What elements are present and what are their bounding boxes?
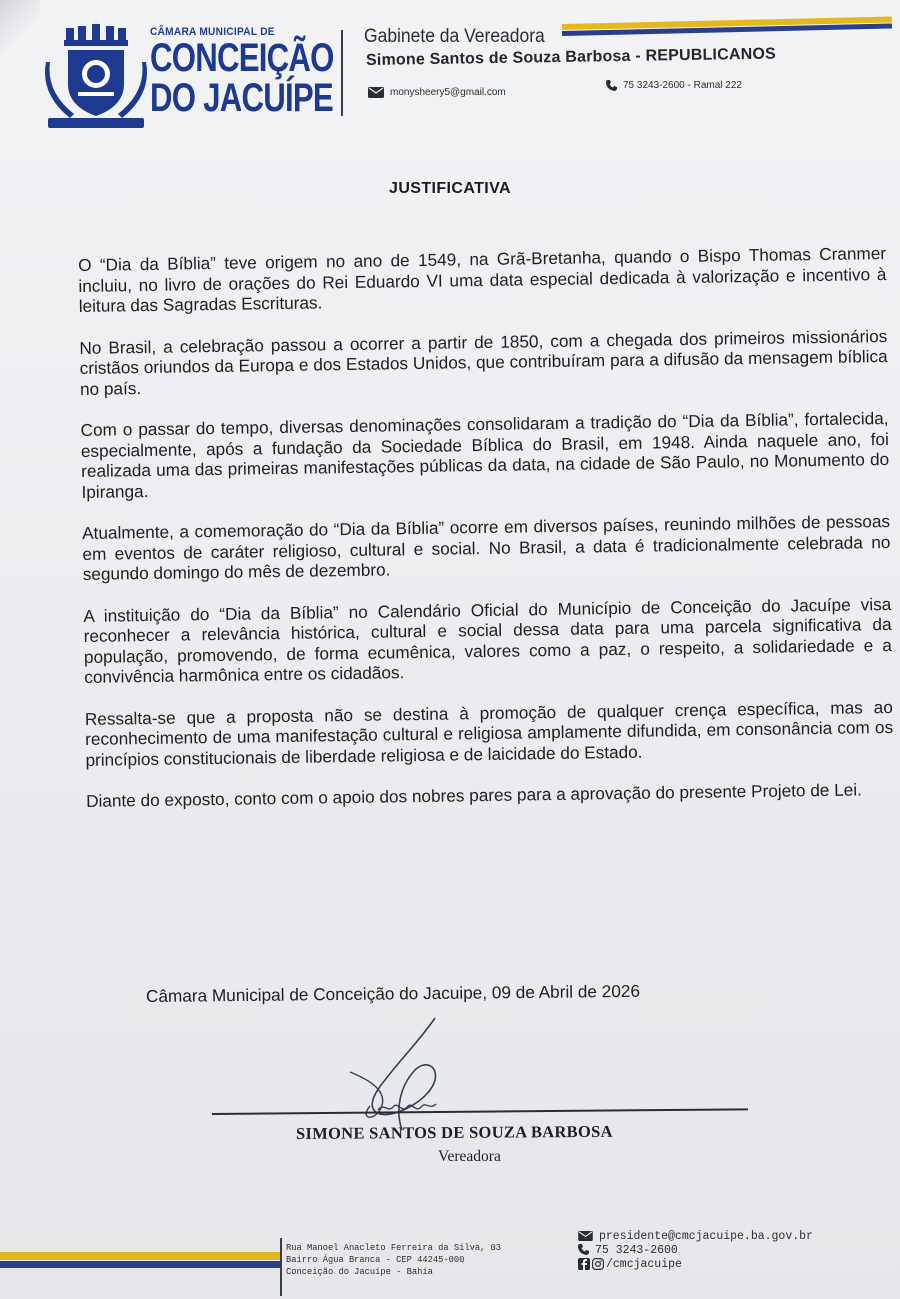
chamber-name-line2: DO JACUÍPE — [150, 76, 333, 120]
footer-address-line: Bairro Água Branca - CEP 44245-000 — [286, 1254, 465, 1265]
signature-mark — [340, 1010, 480, 1140]
paragraph: Ressalta-se que a proposta não se destina à promoção de qualquer crença específica, mas ao reconhecimento de uma manifestação cultural e religiosa amplamente difundida, em consonância com os princípios constitucionais de liberdade religiosa e de laicidade do Estado. — [84, 696, 894, 770]
document-body — [78, 243, 894, 832]
paragraph: Com o passar do tempo, diversas denominações consolidaram a tradição do “Dia da Bíblia”, fortalecida, especialmente, após a fundação da Sociedade Bíblica do Brasil, em 1948. Ainda naquele ano, foi realizada uma das primeiras manifestações públicas da data, na cidade de São Paulo, no Monumento do Ipiranga. — [80, 407, 890, 502]
footer-email — [578, 1230, 813, 1244]
header-phone — [606, 80, 742, 91]
footer-address — [286, 1242, 501, 1278]
closing-date-line: Câmara Municipal de Conceição do Jacuipe, 09 de Abril de 2026 — [145, 980, 641, 1006]
header-email — [368, 87, 506, 98]
cabinet-color-bar — [562, 17, 892, 38]
email-icon — [368, 87, 384, 98]
footer-phone — [578, 1244, 813, 1258]
councilor-name: Simone Santos de Souza Barbosa - REPUBLICANOS — [365, 45, 777, 69]
cabinet-title: Gabinete da Vereadora — [364, 26, 545, 47]
footer-address-line: Conceição do Jacuípe - Bahia — [286, 1266, 433, 1277]
footer-divider — [280, 1238, 282, 1296]
paragraph: No Brasil, a celebração passou a ocorrer a partir de 1850, com a chegada dos primeiros missionários cristãos oriundos da Europa e dos Estados Unidos, que contribuíram para a difusão da mensagem bíblica no país. — [79, 325, 888, 399]
paragraph: A instituição do “Dia da Bíblia” no Calendário Oficial do Município de Conceição do Jacuípe visa reconhecer a relevância histórica, cultural e social dessa data para uma parcela significativa da população, promovendo, de forma ecumênica, valores como a paz, o respeito, a solidariedade e a convivência harmônica entre os cidadãos. — [83, 593, 893, 687]
email-icon — [578, 1231, 593, 1241]
footer-contacts — [578, 1230, 813, 1272]
header-divider — [341, 30, 343, 116]
instagram-icon — [592, 1258, 604, 1270]
footer-phone-text: 75 3243-2600 — [595, 1244, 678, 1257]
paragraph: Atualmente, a comemoração do “Dia da Bíblia” ocorre em diversos países, reunindo milhões de pessoas em eventos de caráter religioso, cultural e social. No Brasil, a data é tradicionalmente celebrada no segundo domingo do mês de dezembro. — [81, 510, 891, 584]
paragraph: O “Dia da Bíblia” teve origem no ano de 1549, na Grã-Bretanha, quando o Bispo Thomas Cranmer incluiu, no livro de orações do Rei Eduardo VI uma data especial dedicada à valorização e incentivo à leitura das Sagradas Escrituras. — [78, 243, 887, 316]
coat-of-arms-logo — [44, 22, 148, 132]
chamber-name-line1: CONCEIÇÃO — [150, 36, 334, 80]
facebook-icon — [578, 1258, 590, 1270]
phone-icon — [578, 1244, 589, 1255]
footer-email-text: presidente@cmcjacuipe.ba.gov.br — [599, 1230, 813, 1243]
footer-address-line: Rua Manoel Anacleto Ferreira da Silva, 03 — [286, 1242, 502, 1253]
phone-icon — [606, 80, 617, 91]
document-title: JUSTIFICATIVA — [389, 180, 511, 197]
header-email-text: monysheery5@gmail.com — [390, 87, 506, 99]
chamber-wordmark — [150, 26, 334, 120]
signer-name: SIMONE SANTOS DE SOUZA BARBOSA — [295, 1121, 613, 1143]
footer-color-bar — [0, 1252, 282, 1268]
paper-fold — [0, 0, 40, 60]
signer-role: Vereadora — [438, 1148, 501, 1165]
footer-social — [578, 1258, 813, 1272]
chamber-small-label: CÂMARA MUNICIPAL DE — [150, 26, 275, 38]
header-phone-text: 75 3243-2600 - Ramal 222 — [623, 80, 742, 92]
paragraph: Diante do exposto, conto com o apoio dos nobres pares para a aprovação do presente Projeto de Lei. — [85, 779, 863, 811]
footer-social-text: /cmcjacuipe — [606, 1258, 682, 1272]
